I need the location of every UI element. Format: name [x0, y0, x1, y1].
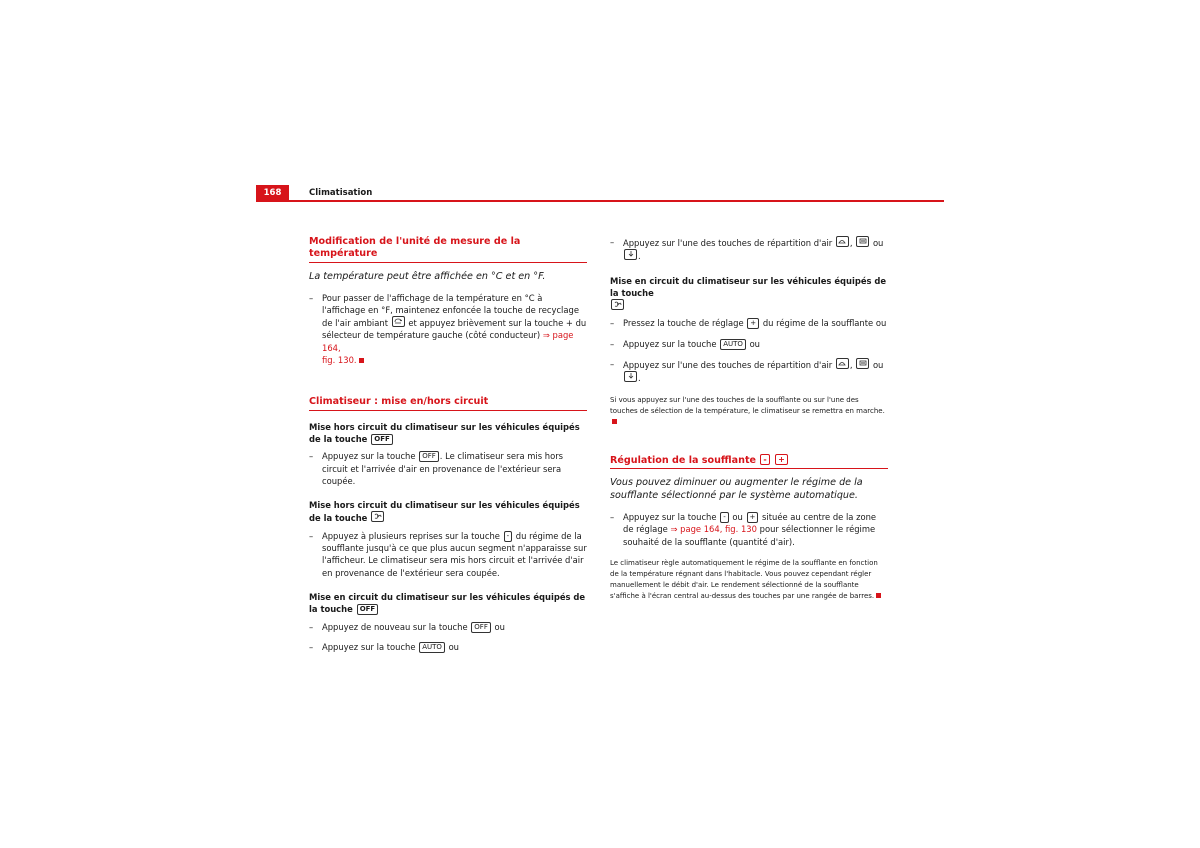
left-column [309, 236, 587, 661]
footwell-icon [624, 371, 637, 382]
figure-link[interactable]: fig. 130. [322, 355, 357, 366]
rear-defrost-icon [856, 236, 869, 247]
defrost-windshield-icon [836, 236, 849, 247]
note-blower: Le climatiseur règle automatiquement le régime de la soufflante en fonction de la température régnant dans l'habitacle. Vous pouvez cependant régler manuellement le débit d'air. Le rendement sélectionné de la soufflante s'affiche à l'écran central au-dessus des touches par une rangée de barres. [610, 558, 888, 602]
header-rule [256, 200, 944, 202]
plus-key: + [747, 318, 759, 329]
subheading-on-key: Mise en circuit du climatiseur sur les véhicules équipés de la touche OFF [309, 591, 586, 615]
page-link[interactable]: ⇒ page 164, fig. 130 [670, 524, 757, 535]
rear-defrost-icon [856, 358, 869, 369]
off-key: OFF [419, 451, 439, 462]
fan-icon [371, 511, 384, 522]
minus-key: - [720, 512, 729, 523]
end-mark-icon [876, 593, 881, 598]
subheading-fan-key: Mise hors circuit du climatiseur sur les véhicules équipés de la touche [309, 500, 580, 524]
off-key: OFF [471, 622, 491, 633]
end-mark-icon [612, 419, 617, 424]
list-item: – Appuyez sur la touche AUTO ou [309, 641, 459, 652]
section-title-unit: Modification de l'unité de mesure de la température [309, 236, 587, 263]
note-restart: Si vous appuyez sur l'une des touches de la soufflante ou sur l'une des touches de sélection de la température, le climatiseur se remettra en marche. [610, 395, 888, 428]
end-mark-icon [359, 358, 364, 363]
section-title-onoff: Climatiseur : mise en/hors circuit [309, 396, 587, 410]
lead-unit: La température peut être affichée en °C et en °F. [309, 270, 546, 282]
list-item: – Appuyez sur la touche - ou + située au centre de la zone de réglage ⇒ page 164, fig. 130 pour sélectionner le régime souhaité de la soufflante (quantité d'air). [610, 511, 877, 547]
plus-key: + [747, 512, 759, 523]
list-item: – Pour passer de l'affichage de la température en °C à l'affichage en °F, maintenez enfoncée la touche de recyclage de l'air ambiant et appuyez brièvement sur la touche + du sélecteur de température gauche (côté conducteur) ⇒ page 164, fig. 130. [309, 292, 587, 366]
right-column [610, 236, 888, 602]
plus-key: + [775, 454, 788, 465]
recirculation-icon [392, 316, 405, 327]
defrost-windshield-icon [836, 358, 849, 369]
minus-key: - [760, 454, 769, 465]
auto-key: AUTO [720, 339, 746, 350]
page-link[interactable]: ⇒ page 164, [322, 330, 574, 353]
footwell-icon [624, 249, 637, 260]
page-number: 168 [256, 185, 289, 201]
fan-icon [611, 299, 624, 310]
subheading-fan-on: Mise en circuit du climatiseur sur les véhicules équipés de la touche [610, 275, 888, 313]
section-title-blower: Régulation de la soufflante - + [610, 454, 888, 469]
list-item: – Appuyez sur la touche AUTO ou [610, 338, 760, 349]
chapter-header: Climatisation [309, 188, 373, 198]
list-item: – Appuyez à plusieurs reprises sur la touche - du régime de la soufflante jusqu'à ce que plus aucun segment n'apparaisse sur l'afficheur. Le climatiseur sera mis hors circuit et l'arrivée d'air en provenance de l'extérieur sera coupée. [309, 530, 587, 578]
list-item: – Appuyez sur la touche OFF . Le climatiseur sera mis hors circuit et l'arrivée d'air en provenance de l'extérieur sera coupée. [309, 451, 563, 486]
list-item: – Appuyez sur l'une des touches de répartition d'air , ou . [610, 359, 884, 384]
minus-key: - [504, 531, 513, 542]
list-item: – Appuyez de nouveau sur la touche OFF ou [309, 621, 505, 632]
auto-key: AUTO [419, 642, 445, 653]
subheading-off-key: Mise hors circuit du climatiseur sur les véhicules équipés de la touche OFF [309, 421, 580, 444]
off-key: OFF [357, 604, 379, 615]
off-key: OFF [371, 434, 393, 445]
list-item: – Appuyez sur l'une des touches de répartition d'air , ou . [610, 237, 884, 262]
lead-blower: Vous pouvez diminuer ou augmenter le régime de la soufflante sélectionné par le système automatique. [610, 476, 863, 501]
list-item: – Pressez la touche de réglage + du régime de la soufflante ou [610, 318, 887, 329]
